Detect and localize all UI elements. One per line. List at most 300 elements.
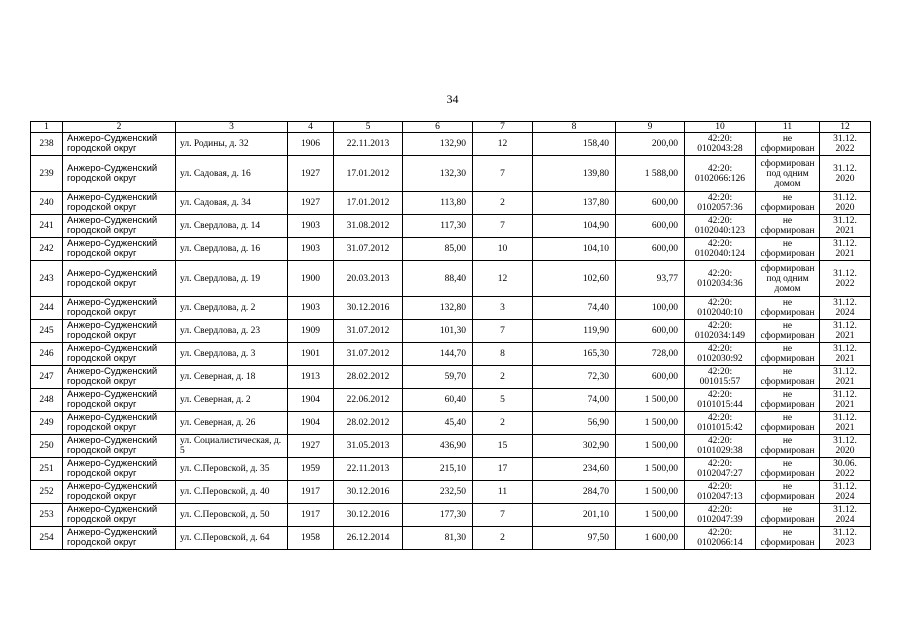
build-year: 1904: [288, 389, 334, 412]
end-date-year: 2022: [835, 278, 855, 289]
planned-end-date: [820, 458, 871, 481]
col-8-value: 74,40: [533, 297, 616, 320]
end-date-day-month: 31.12.: [833, 344, 857, 354]
row-number: 245: [31, 320, 63, 343]
planned-end-date: [820, 389, 871, 412]
end-date-day-month: 31.12.: [833, 505, 857, 515]
table-row: [31, 458, 871, 481]
end-date-day-month: 31.12.: [833, 413, 857, 423]
table-row: [31, 192, 871, 215]
cadastral-prefix: 42:20:: [707, 216, 733, 226]
build-year: 1900: [288, 261, 334, 297]
table-row: [31, 320, 871, 343]
row-number: 242: [31, 238, 63, 261]
col-8-value: 56,90: [533, 412, 616, 435]
col-8-value: 104,90: [533, 215, 616, 238]
end-date-year: 2024: [835, 308, 855, 318]
row-number: 250: [31, 435, 63, 458]
table-row: [31, 261, 871, 297]
row-number: 253: [31, 504, 63, 527]
cadastral-prefix: 42:20:: [707, 436, 733, 446]
municipality: Анжеро-Судженский городской округ: [63, 366, 176, 389]
col-8-value: 119,90: [533, 320, 616, 343]
recognition-date: 28.02.2012: [334, 366, 403, 389]
col-9-value: 1 500,00: [616, 412, 685, 435]
land-status: не сформирован: [756, 389, 820, 412]
cadastral-suffix: 0102030:92: [697, 354, 743, 364]
end-date-year: 2021: [835, 400, 855, 410]
build-year: 1903: [288, 238, 334, 261]
recognition-date: 26.12.2014: [334, 527, 403, 550]
cadastral-number: [685, 133, 756, 156]
column-header-12: 12: [820, 122, 871, 133]
residents-count: 7: [473, 215, 533, 238]
column-header-11: 11: [756, 122, 820, 133]
cadastral-number: [685, 192, 756, 215]
build-year: 1906: [288, 133, 334, 156]
col-8-value: 137,80: [533, 192, 616, 215]
area-value: 88,40: [403, 261, 473, 297]
cadastral-suffix: 0102066:126: [694, 173, 746, 184]
planned-end-date: [820, 504, 871, 527]
municipality: Анжеро-Судженский городской округ: [63, 527, 176, 550]
cadastral-number: [685, 435, 756, 458]
column-header-4: 4: [288, 122, 334, 133]
table-row: [31, 527, 871, 550]
build-year: 1901: [288, 343, 334, 366]
col-8-value: 104,10: [533, 238, 616, 261]
col-8-value: 72,30: [533, 366, 616, 389]
planned-end-date: [820, 435, 871, 458]
municipality: Анжеро-Судженский городской округ: [63, 412, 176, 435]
area-value: 85,00: [403, 238, 473, 261]
end-date-day-month: 31.12.: [833, 528, 857, 538]
end-date-day-month: 31.12.: [833, 436, 857, 446]
build-year: 1917: [288, 504, 334, 527]
cadastral-prefix: 42:20:: [707, 505, 733, 515]
col-9-value: 93,77: [616, 261, 685, 297]
page-number: 34: [446, 92, 459, 106]
row-number: 241: [31, 215, 63, 238]
col-8-value: 74,00: [533, 389, 616, 412]
column-header-2: 2: [63, 122, 176, 133]
end-date-day-month: 31.12.: [833, 321, 857, 331]
table-row: [31, 504, 871, 527]
cadastral-number: [685, 389, 756, 412]
residents-count: 2: [473, 192, 533, 215]
address: ул. С.Перовской, д. 35: [176, 458, 288, 481]
row-number: 252: [31, 481, 63, 504]
planned-end-date: [820, 238, 871, 261]
residents-count: 12: [473, 261, 533, 297]
table-row: [31, 133, 871, 156]
land-status: сформирован под одним домом: [756, 156, 820, 192]
planned-end-date: [820, 320, 871, 343]
residents-count: 7: [473, 320, 533, 343]
residents-count: 3: [473, 297, 533, 320]
cadastral-suffix: 0102057:36: [697, 203, 743, 213]
build-year: 1909: [288, 320, 334, 343]
build-year: 1927: [288, 156, 334, 192]
municipality: Анжеро-Судженский городской округ: [63, 458, 176, 481]
build-year: 1959: [288, 458, 334, 481]
col-8-value: 158,40: [533, 133, 616, 156]
end-date-year: 2021: [835, 423, 855, 433]
residents-count: 10: [473, 238, 533, 261]
address: ул. Свердлова, д. 23: [176, 320, 288, 343]
col-8-value: 97,50: [533, 527, 616, 550]
cadastral-number: [685, 215, 756, 238]
recognition-date: 30.12.2016: [334, 481, 403, 504]
planned-end-date: [820, 527, 871, 550]
build-year: 1904: [288, 412, 334, 435]
municipality: Анжеро-Судженский городской округ: [63, 192, 176, 215]
residents-count: 7: [473, 504, 533, 527]
col-8-value: 102,60: [533, 261, 616, 297]
end-date-year: 2021: [835, 377, 855, 387]
municipality: Анжеро-Судженский городской округ: [63, 133, 176, 156]
municipality: Анжеро-Судженский городской округ: [63, 320, 176, 343]
build-year: 1913: [288, 366, 334, 389]
area-value: 45,40: [403, 412, 473, 435]
address: ул. Свердлова, д. 16: [176, 238, 288, 261]
cadastral-prefix: 42:20:: [707, 344, 733, 354]
table-row: [31, 156, 871, 192]
row-number: 247: [31, 366, 63, 389]
recognition-date: 17.01.2012: [334, 192, 403, 215]
end-date-year: 2023: [835, 538, 855, 548]
build-year: 1927: [288, 192, 334, 215]
area-value: 436,90: [403, 435, 473, 458]
cadastral-prefix: 42:20:: [707, 482, 733, 492]
area-value: 81,30: [403, 527, 473, 550]
recognition-date: 22.11.2013: [334, 458, 403, 481]
col-9-value: 600,00: [616, 192, 685, 215]
residents-count: 2: [473, 412, 533, 435]
col-9-value: 1 588,00: [616, 156, 685, 192]
cadastral-prefix: 42:20:: [707, 321, 733, 331]
cadastral-number: [685, 366, 756, 389]
cadastral-prefix: 42:20:: [707, 459, 733, 469]
municipality: Анжеро-Судженский городской округ: [63, 504, 176, 527]
column-header-6: 6: [403, 122, 473, 133]
end-date-year: 2022: [835, 469, 855, 479]
cadastral-prefix: 42:20:: [707, 163, 733, 174]
recognition-date: 20.03.2013: [334, 261, 403, 297]
table-row: [31, 215, 871, 238]
col-9-value: 600,00: [616, 366, 685, 389]
cadastral-number: [685, 297, 756, 320]
cadastral-suffix: 0101015:42: [697, 423, 743, 433]
build-year: 1958: [288, 527, 334, 550]
planned-end-date: [820, 215, 871, 238]
municipality: Анжеро-Судженский городской округ: [63, 435, 176, 458]
end-date-day-month: 31.12.: [833, 390, 857, 400]
end-date-year: 2024: [835, 515, 855, 525]
table-row: [31, 389, 871, 412]
end-date-year: 2021: [835, 249, 855, 259]
cadastral-prefix: 42:20:: [707, 367, 733, 377]
residents-count: 15: [473, 435, 533, 458]
table-row: [31, 412, 871, 435]
recognition-date: 31.07.2012: [334, 238, 403, 261]
municipality: Анжеро-Судженский городской округ: [63, 343, 176, 366]
land-status: не сформирован: [756, 297, 820, 320]
land-status: не сформирован: [756, 481, 820, 504]
planned-end-date: [820, 297, 871, 320]
address: ул. Садовая, д. 16: [176, 156, 288, 192]
end-date-year: 2020: [835, 203, 855, 213]
build-year: 1903: [288, 215, 334, 238]
address: ул. Северная, д. 18: [176, 366, 288, 389]
land-status: не сформирован: [756, 215, 820, 238]
address: ул. С.Перовской, д. 50: [176, 504, 288, 527]
area-value: 113,80: [403, 192, 473, 215]
land-status: не сформирован: [756, 527, 820, 550]
area-value: 60,40: [403, 389, 473, 412]
planned-end-date: [820, 366, 871, 389]
cadastral-suffix: 0102047:13: [697, 492, 743, 502]
address: ул. Свердлова, д. 14: [176, 215, 288, 238]
land-status: не сформирован: [756, 320, 820, 343]
build-year: 1903: [288, 297, 334, 320]
land-status: не сформирован: [756, 412, 820, 435]
cadastral-suffix: 0101015:44: [697, 400, 743, 410]
end-date-year: 2021: [835, 331, 855, 341]
municipality: Анжеро-Судженский городской округ: [63, 297, 176, 320]
cadastral-suffix: 0102043:28: [697, 144, 743, 154]
build-year: 1927: [288, 435, 334, 458]
end-date-year: 2021: [835, 354, 855, 364]
row-number: 238: [31, 133, 63, 156]
end-date-day-month: 31.12.: [833, 367, 857, 377]
municipality: Анжеро-Судженский городской округ: [63, 481, 176, 504]
end-date-day-month: 31.12.: [833, 216, 857, 226]
cadastral-number: [685, 320, 756, 343]
row-number: 240: [31, 192, 63, 215]
end-date-day-month: 30.06.: [833, 459, 857, 469]
municipality: Анжеро-Судженский городской округ: [63, 215, 176, 238]
table-row: [31, 297, 871, 320]
address: ул. С.Перовской, д. 40: [176, 481, 288, 504]
col-9-value: 600,00: [616, 238, 685, 261]
cadastral-prefix: 42:20:: [707, 298, 733, 308]
row-number: 244: [31, 297, 63, 320]
land-status: не сформирован: [756, 192, 820, 215]
end-date-year: 2022: [835, 144, 855, 154]
registry-table: [30, 121, 871, 550]
area-value: 101,30: [403, 320, 473, 343]
land-status: сформирован под одним домом: [756, 261, 820, 297]
area-value: 132,90: [403, 133, 473, 156]
row-number: 239: [31, 156, 63, 192]
end-date-day-month: 31.12.: [833, 193, 857, 203]
land-status: не сформирован: [756, 238, 820, 261]
residents-count: 12: [473, 133, 533, 156]
cadastral-number: [685, 481, 756, 504]
table-row: [31, 435, 871, 458]
cadastral-suffix: 0102034:36: [697, 278, 743, 289]
cadastral-number: [685, 412, 756, 435]
end-date-year: 2024: [835, 492, 855, 502]
col-9-value: 1 500,00: [616, 458, 685, 481]
land-status: не сформирован: [756, 435, 820, 458]
area-value: 132,80: [403, 297, 473, 320]
address: ул. Свердлова, д. 19: [176, 261, 288, 297]
col-9-value: 200,00: [616, 133, 685, 156]
cadastral-suffix: 0102040:124: [694, 249, 746, 259]
municipality: Анжеро-Судженский городской округ: [63, 238, 176, 261]
planned-end-date: [820, 133, 871, 156]
end-date-year: 2020: [835, 173, 855, 184]
cadastral-prefix: 42:20:: [707, 268, 733, 279]
header-row: [31, 122, 871, 133]
column-header-9: 9: [616, 122, 685, 133]
recognition-date: 28.02.2012: [334, 412, 403, 435]
table-row: [31, 238, 871, 261]
end-date-year: 2020: [835, 446, 855, 456]
row-number: 248: [31, 389, 63, 412]
land-status: не сформирован: [756, 458, 820, 481]
cadastral-suffix: 0102066:14: [697, 538, 743, 548]
col-9-value: 728,00: [616, 343, 685, 366]
recognition-date: 31.07.2012: [334, 320, 403, 343]
col-9-value: 1 500,00: [616, 389, 685, 412]
cadastral-number: [685, 504, 756, 527]
cadastral-suffix: 0102047:39: [697, 515, 743, 525]
municipality: Анжеро-Судженский городской округ: [63, 389, 176, 412]
row-number: 249: [31, 412, 63, 435]
table-row: [31, 481, 871, 504]
land-status: не сформирован: [756, 366, 820, 389]
cadastral-suffix: 0102034:149: [694, 331, 746, 341]
cadastral-prefix: 42:20:: [707, 134, 733, 144]
col-8-value: 284,70: [533, 481, 616, 504]
recognition-date: 17.01.2012: [334, 156, 403, 192]
table-row: [31, 366, 871, 389]
planned-end-date: [820, 343, 871, 366]
cadastral-suffix: 001015:57: [699, 377, 741, 387]
area-value: 144,70: [403, 343, 473, 366]
area-value: 215,10: [403, 458, 473, 481]
cadastral-prefix: 42:20:: [707, 528, 733, 538]
recognition-date: 30.12.2016: [334, 297, 403, 320]
recognition-date: 22.06.2012: [334, 389, 403, 412]
end-date-day-month: 31.12.: [833, 134, 857, 144]
address: ул. Садовая, д. 34: [176, 192, 288, 215]
table-row: [31, 343, 871, 366]
address: ул. Свердлова, д. 2: [176, 297, 288, 320]
cadastral-prefix: 42:20:: [707, 390, 733, 400]
cadastral-number: [685, 261, 756, 297]
col-9-value: 1 500,00: [616, 504, 685, 527]
column-header-7: 7: [473, 122, 533, 133]
municipality: Анжеро-Судженский городской округ: [63, 156, 176, 192]
address: ул. Северная, д. 26: [176, 412, 288, 435]
residents-count: 2: [473, 527, 533, 550]
cadastral-suffix: 0101029:38: [697, 446, 743, 456]
col-9-value: 1 600,00: [616, 527, 685, 550]
area-value: 117,30: [403, 215, 473, 238]
column-header-10: 10: [685, 122, 756, 133]
recognition-date: 30.12.2016: [334, 504, 403, 527]
column-header-5: 5: [334, 122, 403, 133]
col-9-value: 100,00: [616, 297, 685, 320]
residents-count: 17: [473, 458, 533, 481]
area-value: 59,70: [403, 366, 473, 389]
row-number: 254: [31, 527, 63, 550]
col-9-value: 1 500,00: [616, 435, 685, 458]
recognition-date: 31.05.2013: [334, 435, 403, 458]
table-body: [31, 133, 871, 550]
planned-end-date: [820, 261, 871, 297]
row-number: 243: [31, 261, 63, 297]
col-9-value: 600,00: [616, 215, 685, 238]
end-date-day-month: 31.12.: [833, 163, 857, 174]
address: ул. Родины, д. 32: [176, 133, 288, 156]
area-value: 132,30: [403, 156, 473, 192]
column-header-1: 1: [31, 122, 63, 133]
land-status: не сформирован: [756, 504, 820, 527]
cadastral-suffix: 0102047:27: [697, 469, 743, 479]
end-date-day-month: 31.12.: [833, 268, 857, 279]
col-9-value: 600,00: [616, 320, 685, 343]
col-8-value: 302,90: [533, 435, 616, 458]
cadastral-number: [685, 156, 756, 192]
end-date-day-month: 31.12.: [833, 482, 857, 492]
area-value: 232,50: [403, 481, 473, 504]
address: ул. Свердлова, д. 3: [176, 343, 288, 366]
col-9-value: 1 500,00: [616, 481, 685, 504]
residents-count: 8: [473, 343, 533, 366]
address: ул. Северная, д. 2: [176, 389, 288, 412]
recognition-date: 31.07.2012: [334, 343, 403, 366]
end-date-day-month: 31.12.: [833, 298, 857, 308]
cadastral-number: [685, 458, 756, 481]
cadastral-number: [685, 527, 756, 550]
cadastral-prefix: 42:20:: [707, 413, 733, 423]
land-status: не сформирован: [756, 343, 820, 366]
residents-count: 2: [473, 366, 533, 389]
col-8-value: 234,60: [533, 458, 616, 481]
end-date-day-month: 31.12.: [833, 239, 857, 249]
cadastral-suffix: 0102040:10: [697, 308, 743, 318]
planned-end-date: [820, 481, 871, 504]
municipality: Анжеро-Судженский городской округ: [63, 261, 176, 297]
cadastral-prefix: 42:20:: [707, 239, 733, 249]
planned-end-date: [820, 412, 871, 435]
col-8-value: 139,80: [533, 156, 616, 192]
cadastral-prefix: 42:20:: [707, 193, 733, 203]
col-8-value: 165,30: [533, 343, 616, 366]
recognition-date: 31.08.2012: [334, 215, 403, 238]
column-header-3: 3: [176, 122, 288, 133]
row-number: 251: [31, 458, 63, 481]
cadastral-suffix: 0102040:123: [694, 226, 746, 236]
col-8-value: 201,10: [533, 504, 616, 527]
cadastral-number: [685, 343, 756, 366]
residents-count: 5: [473, 389, 533, 412]
residents-count: 7: [473, 156, 533, 192]
row-number: 246: [31, 343, 63, 366]
cadastral-number: [685, 238, 756, 261]
address: ул. С.Перовской, д. 64: [176, 527, 288, 550]
planned-end-date: [820, 192, 871, 215]
address: ул. Социалистическая, д. 5: [176, 435, 288, 458]
planned-end-date: [820, 156, 871, 192]
land-status: не сформирован: [756, 133, 820, 156]
residents-count: 11: [473, 481, 533, 504]
